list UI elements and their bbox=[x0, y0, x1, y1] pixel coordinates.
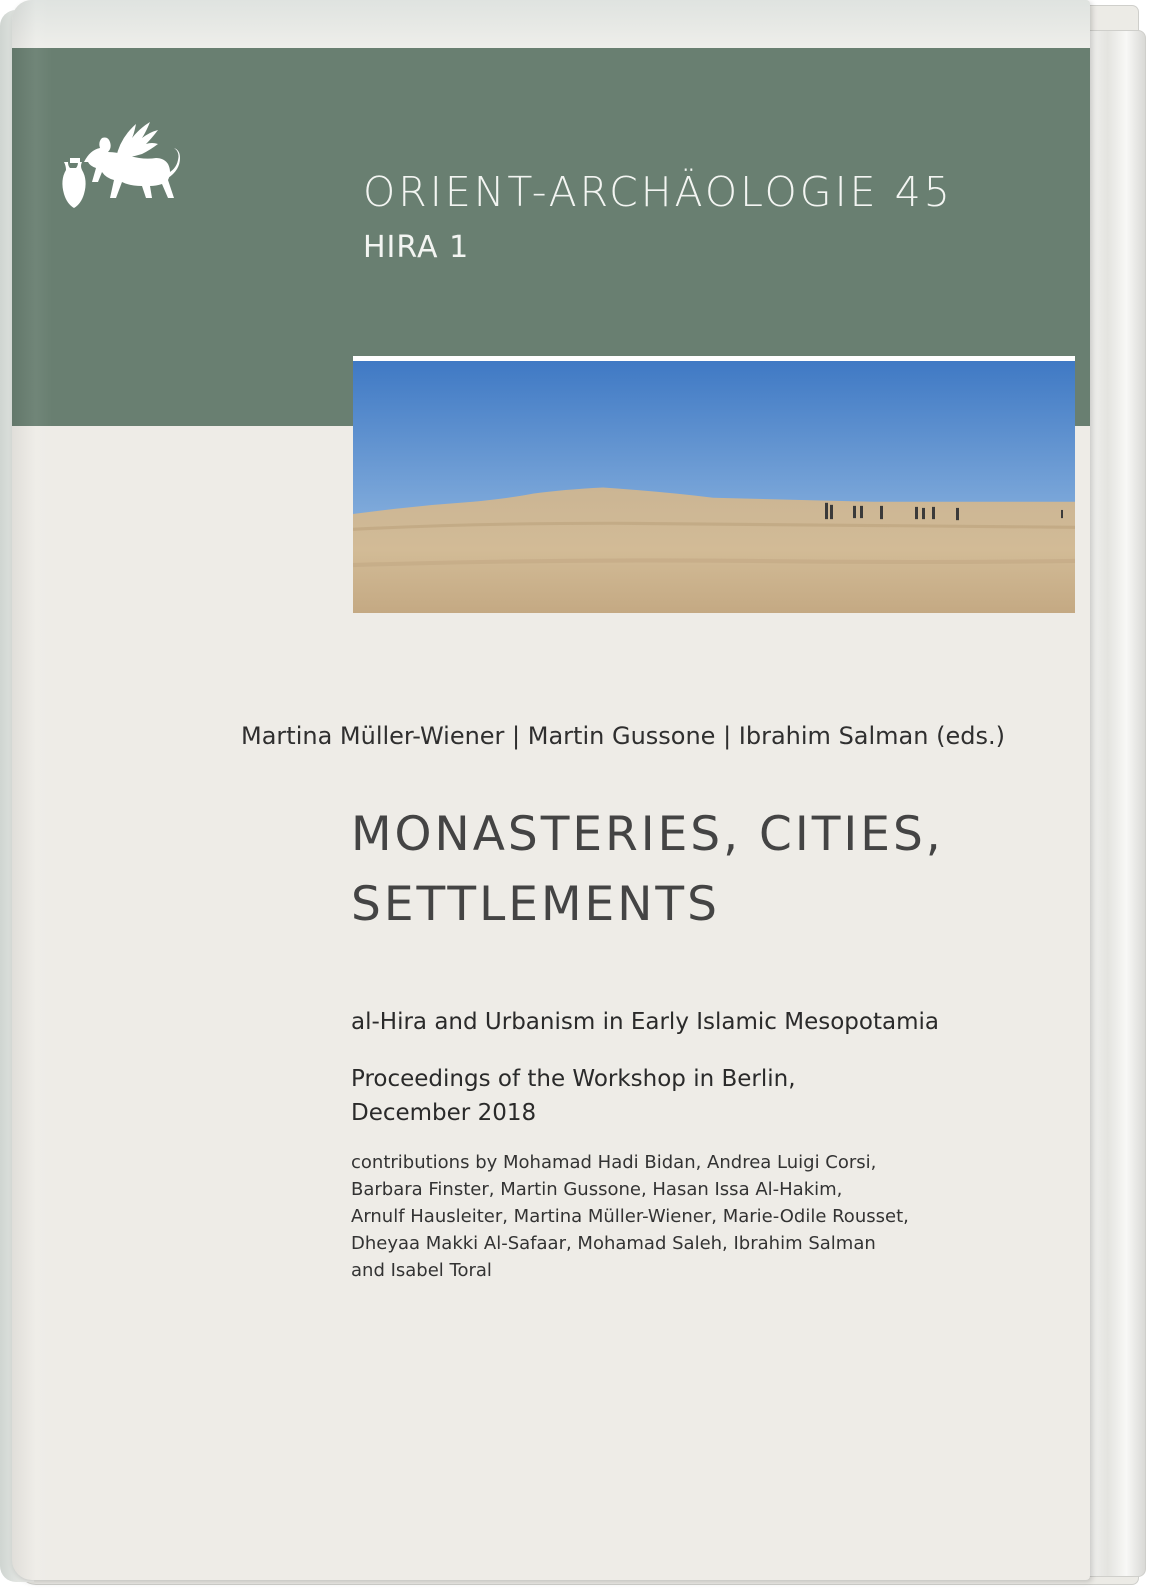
editors: Martina Müller-Wiener | Martin Gussone | Ibrahim Salman (eds.) bbox=[241, 722, 1005, 750]
series-title: ORIENT-ARCHÄOLOGIE 45 bbox=[363, 168, 953, 216]
contributors bbox=[351, 1149, 909, 1284]
contributors-line-1: contributions by Mohamad Hadi Bidan, Andrea Luigi Corsi, bbox=[351, 1152, 877, 1173]
book-title-line-2: SETTLEMENTS bbox=[351, 877, 720, 932]
proceedings bbox=[351, 1062, 796, 1130]
proceedings-line-2: December 2018 bbox=[351, 1100, 537, 1126]
contributors-line-2: Barbara Finster, Martin Gussone, Hasan Issa Al-Hakim, bbox=[351, 1179, 843, 1200]
page-edge bbox=[1082, 30, 1146, 1577]
book-title-line-1: MONASTERIES, CITIES, bbox=[351, 807, 944, 862]
contributors-line-4: Dheyaa Makki Al-Safaar, Mohamad Saleh, Ibrahim Salman bbox=[351, 1233, 876, 1254]
proceedings-line-1: Proceedings of the Workshop in Berlin, bbox=[351, 1066, 796, 1092]
contributors-line-3: Arnulf Hausleiter, Martina Müller-Wiener, Marie-Odile Rousset, bbox=[351, 1206, 909, 1227]
desert-landscape-photo bbox=[353, 356, 1075, 613]
book-title bbox=[351, 800, 1051, 940]
book-cover bbox=[12, 0, 1090, 1580]
griffin-with-amphora-icon bbox=[56, 118, 184, 218]
cover-top-edge bbox=[12, 0, 1090, 48]
series-volume: HIRA 1 bbox=[363, 230, 470, 265]
book-subtitle: al-Hira and Urbanism in Early Islamic Mesopotamia bbox=[351, 1009, 939, 1035]
contributors-line-5: and Isabel Toral bbox=[351, 1260, 492, 1281]
cover-hinge-shade bbox=[12, 0, 52, 1580]
